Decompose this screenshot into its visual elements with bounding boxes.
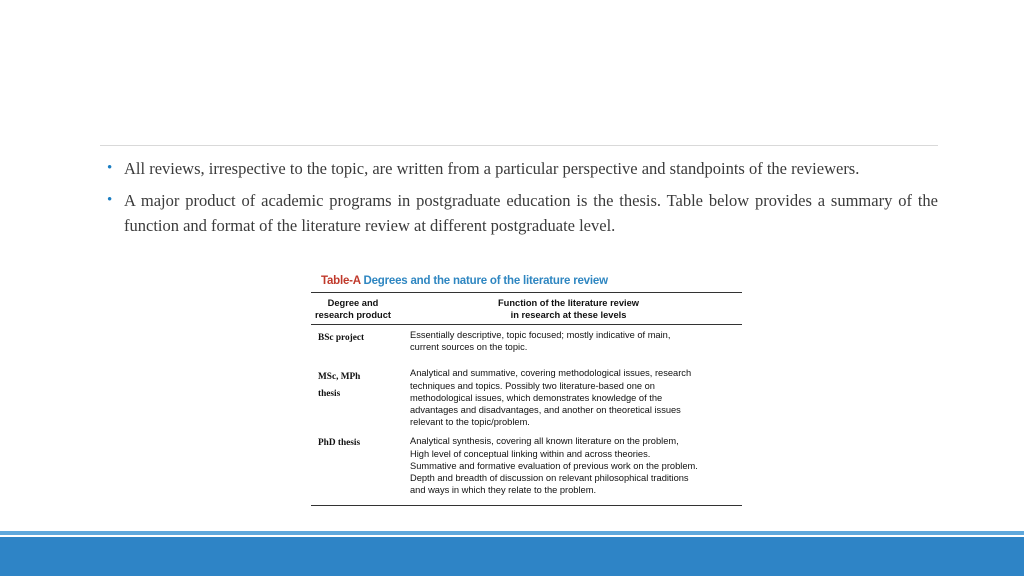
table-bottom-rule <box>311 505 742 506</box>
row-function <box>410 329 757 353</box>
header-divider <box>100 145 938 146</box>
table-header <box>311 293 757 324</box>
table-row <box>311 329 757 353</box>
row-function-line: Analytical and summative, covering methodological issues, research <box>410 368 692 379</box>
table-label: Table-A <box>321 275 361 287</box>
table-title: Degrees and the nature of the literature review <box>363 275 608 287</box>
row-degree <box>311 435 410 496</box>
header-function-line: in research at these levels <box>510 310 627 320</box>
bullet-dot-icon: • <box>107 191 113 208</box>
row-degree <box>311 367 410 428</box>
footer-band <box>0 537 1024 576</box>
table-header-rule <box>311 324 742 325</box>
row-function <box>410 435 757 496</box>
row-degree-line: BSc project <box>318 333 365 343</box>
footer-accent-line <box>0 531 1024 535</box>
table-caption <box>321 275 757 287</box>
row-degree-line: MSc, MPh <box>318 372 361 383</box>
row-function-line: and ways in which they relate to the problem. <box>410 485 597 496</box>
bullet-list <box>104 156 938 245</box>
row-function-line: current sources on the topic. <box>410 342 528 353</box>
degrees-table <box>311 275 757 506</box>
row-function-line: Essentially descriptive, topic focused; mostly indicative of main, <box>410 330 671 340</box>
row-function-line: advantages and disadvantages, and another on theoretical issues <box>410 405 681 416</box>
header-degree-line: research product <box>315 310 391 320</box>
row-function-line: Analytical synthesis, covering all known literature on the problem, <box>410 436 679 447</box>
row-function-line: methodological issues, which demonstrates knowledge of the <box>410 392 663 403</box>
row-degree <box>311 329 410 353</box>
header-degree-line: Degree and <box>327 298 379 308</box>
row-degree-line: PhD thesis <box>318 438 361 449</box>
row-function-line: High level of conceptual linking within and across theories. <box>410 448 651 459</box>
table-row <box>311 435 757 496</box>
row-function-line: Depth and breadth of discussion on relevant philosophical traditions <box>410 473 689 484</box>
row-function-line: Summative and formative evaluation of previous work on the problem. <box>410 460 698 471</box>
header-degree <box>311 297 395 321</box>
bullet-item <box>104 156 938 182</box>
row-function <box>410 367 757 428</box>
row-degree-line: thesis <box>318 389 341 400</box>
header-function-line: Function of the literature review <box>497 298 640 308</box>
row-function-line: relevant to the topic/problem. <box>410 417 530 428</box>
bullet-text: A major product of academic programs in postgraduate education is the thesis. Table below provides a summary of the function and format of the literature review at different postgraduate level. <box>124 190 938 235</box>
bullet-dot-icon: • <box>107 160 113 176</box>
table-row <box>311 367 757 428</box>
row-function-line: techniques and topics. Possibly two literature-based one on <box>410 380 655 391</box>
header-function <box>395 297 742 321</box>
bullet-item <box>104 188 938 239</box>
bullet-text: All reviews, irrespective to the topic, are written from a particular perspective and standpoints of the reviewers. <box>124 159 860 178</box>
